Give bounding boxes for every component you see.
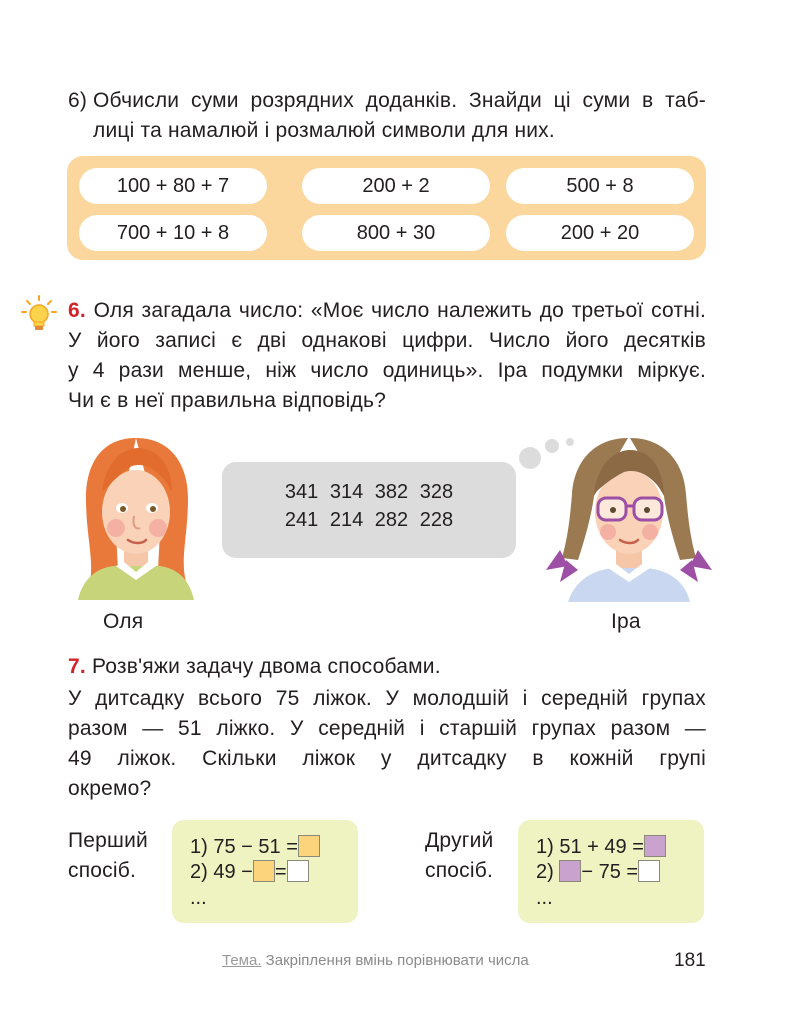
- lightbulb-icon: [20, 294, 58, 336]
- task7-line4: окремо?: [68, 777, 152, 800]
- step-number: 1): [190, 836, 208, 858]
- method2-step1: [536, 835, 666, 859]
- item6-line2: лиці та намалюй і розмалюй символи для них.: [93, 119, 555, 142]
- sum-cell: 200 + 2: [302, 168, 490, 204]
- method2-step2: [536, 860, 660, 884]
- sums-table: [67, 156, 706, 260]
- step-expression: 51 + 49 =: [559, 836, 644, 858]
- page-number: 181: [674, 950, 706, 971]
- sum-cell: 800 + 30: [302, 215, 490, 251]
- step-number: 2): [536, 861, 554, 883]
- task6-line4: Чи є в неї правильна відповідь?: [68, 389, 386, 412]
- task6-line2: У його записі є дві однакові цифри. Число його десятків: [68, 329, 706, 352]
- answer-square-yellow[interactable]: [253, 860, 275, 882]
- task7-line3: 49 ліжок. Скільки ліжок у дитсадку в кожній групі: [68, 747, 706, 770]
- footer-topic-text: Закріплення вмінь порівнювати числа: [265, 952, 529, 969]
- step-expression: =: [274, 861, 287, 883]
- answer-square-empty[interactable]: [287, 860, 309, 882]
- task7-number: 7.: [68, 655, 86, 678]
- task6-line1-text: Оля загадала число: «Моє число належить до третьої сотні.: [93, 299, 706, 322]
- task7-line1: У дитсадку всього 75 ліжок. У молодшій і середній групах: [68, 687, 706, 710]
- method1-label: [68, 826, 148, 886]
- olya-name: Оля: [103, 610, 144, 633]
- task7-heading: [68, 652, 441, 682]
- footer-topic-line: [222, 952, 529, 969]
- numbers-row-1: 341 314 382 328: [284, 481, 454, 503]
- answer-square-empty[interactable]: [638, 860, 660, 882]
- sum-cell: 700 + 10 + 8: [79, 215, 267, 251]
- method1-dots: ...: [190, 887, 207, 909]
- item6-line1: Обчисли суми розрядних доданків. Знайди ці суми в таб-: [93, 89, 706, 112]
- method1-box: [172, 820, 358, 923]
- sum-cell: 500 + 8: [506, 168, 694, 204]
- step-expression: 49 −: [213, 861, 253, 883]
- method1-step1: [190, 835, 320, 859]
- numbers-row-2: 241 214 282 228: [284, 509, 454, 531]
- answer-square-purple[interactable]: [644, 835, 666, 857]
- method1-step2: [190, 860, 309, 884]
- method2-label: [425, 826, 494, 886]
- task6-line3: у 4 рази менше, ніж число одиниць». Іра подумки міркує.: [68, 359, 706, 382]
- olya-illustration: [76, 432, 196, 600]
- step-number: 1): [536, 836, 554, 858]
- task7-heading-text: Розв'яжи задачу двома способами.: [91, 655, 441, 678]
- method1-label-line1: Перший: [68, 829, 148, 852]
- sum-cell: 200 + 20: [506, 215, 694, 251]
- task6-number: 6.: [68, 299, 86, 322]
- method2-dots: ...: [536, 887, 553, 909]
- sum-cell: 100 + 80 + 7: [79, 168, 267, 204]
- ira-illustration: [538, 432, 720, 602]
- item6-number: 6): [68, 89, 88, 112]
- method1-label-line2: спосіб.: [68, 859, 136, 882]
- method2-box: [518, 820, 704, 923]
- task7-line2: разом — 51 ліжко. У середній і старшій групах разом —: [68, 717, 706, 740]
- step-expression: 75 − 51 =: [213, 836, 298, 858]
- method2-label-line2: спосіб.: [425, 859, 493, 882]
- ira-name: Іра: [611, 610, 641, 633]
- step-number: 2): [190, 861, 208, 883]
- step-expression: − 75 =: [581, 861, 639, 883]
- task6-line1: [68, 296, 706, 326]
- method2-label-line1: Другий: [425, 829, 494, 852]
- footer-topic-label: Тема.: [222, 952, 262, 969]
- numbers-box: [222, 462, 516, 558]
- answer-square-yellow[interactable]: [298, 835, 320, 857]
- answer-square-purple[interactable]: [559, 860, 581, 882]
